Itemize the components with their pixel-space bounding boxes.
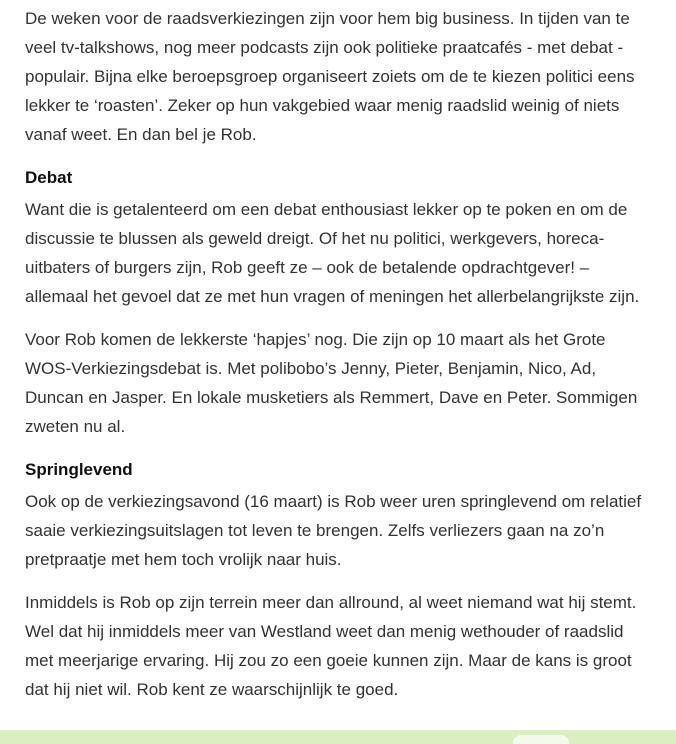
footer-bar xyxy=(0,730,676,744)
footer-peek-button[interactable] xyxy=(513,735,569,744)
section-heading-debat: Debat xyxy=(25,168,73,187)
article-paragraph-debat-1: Want die is getalenteerd om een debat enthousiast lekker op te poken en om de discussie te blussen als geweld dreigt. Of het nu politici, werkgevers, horeca-uitbaters of burgers zijn, Rob geeft ze – ook de betalende opdrachtgever! – allemaal het gevoel dat ze met hun vragen of meningen het allerbelangrijkste zijn. xyxy=(25,200,640,306)
article-paragraph-debat-2: Voor Rob komen de lekkerste ‘hapjes’ nog. Die zijn op 10 maart als het Grote WOS-Verkiezingsdebat is. Met polibobo’s Jenny, Pieter, Benjamin, Nico, Ad, Duncan en Jasper. En lokale musketiers als Remmert, Dave en Peter. Sommigen zweten nu al. xyxy=(25,330,638,436)
article-paragraph-intro: De weken voor de raadsverkiezingen zijn voor hem big business. In tijden van te veel tv-talkshows, nog meer podcasts zijn ook politieke praatcafés - met debat - populair. Bijna elke beroepsgroep organiseert zoiets om de te kiezen politici eens lekker te ‘roasten’. Zeker op hun vakgebied waar menig raadslid weinig of niets vanaf weet. En dan bel je Rob. xyxy=(25,9,635,144)
section-heading-springlevend: Springlevend xyxy=(25,460,133,479)
article-paragraph-springlevend-1: Ook op de verkiezingsavond (16 maart) is Rob weer uren springlevend om relatief saaie verkiezingsuitslagen tot leven te brengen. Zelfs verliezers gaan na zo’n pretpraatje met hem toch vrolijk naar huis. xyxy=(25,492,642,569)
article-paragraph-springlevend-2: Inmiddels is Rob op zijn terrein meer dan allround, al weet niemand wat hij stemt. Wel dat hij inmiddels meer van Westland weet dan menig wethouder of raadslid met meerjarige ervaring. Hij zou zo een goeie kunnen zijn. Maar de kans is groot dat hij niet wil. Rob kent ze waarschijnlijk te goed. xyxy=(25,593,637,699)
article-body xyxy=(25,0,648,718)
